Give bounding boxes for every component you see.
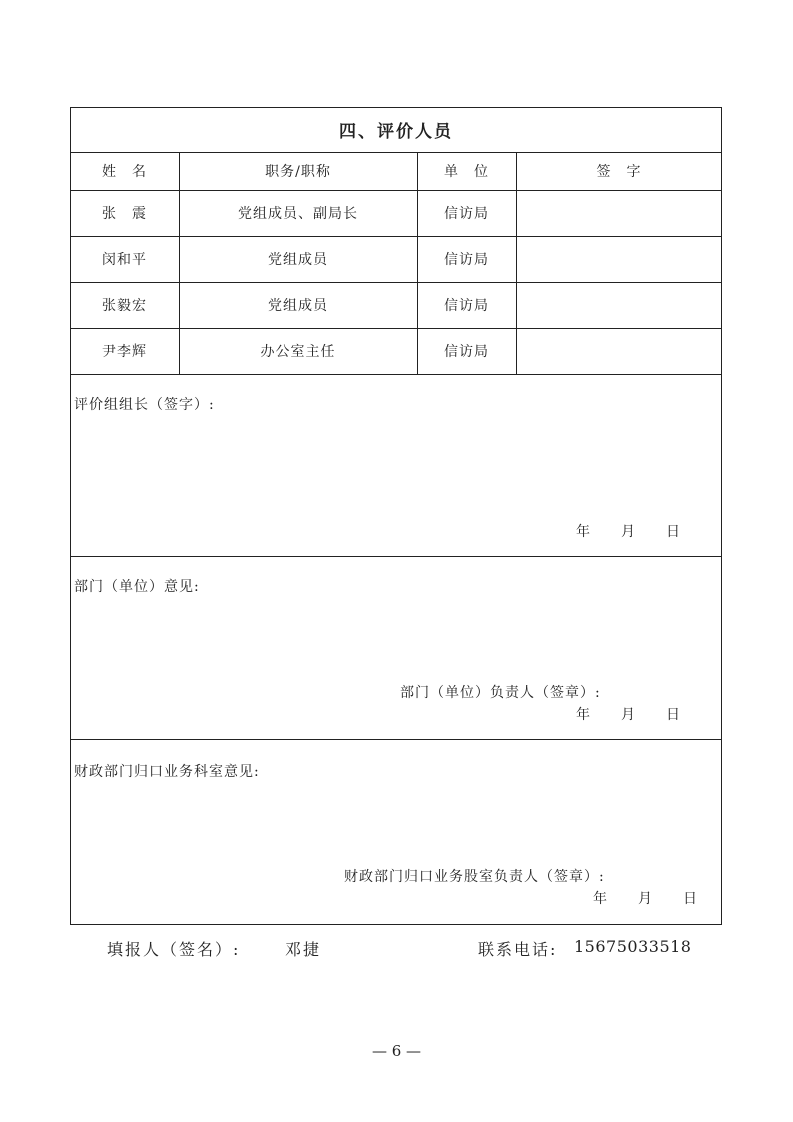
filler-label: 填报人（签名）: [107, 940, 241, 959]
section-rule [70, 556, 722, 557]
page-number: — 6 — [371, 1042, 422, 1060]
leader-date: 年 月 日 [576, 524, 681, 540]
phone-label: 联系电话: [478, 940, 558, 959]
row-title: 党组成员、副局长 [238, 206, 358, 222]
leader-signature-label: 评价组组长（签字）: [74, 397, 215, 413]
header-signature: 签 字 [596, 164, 642, 180]
section-rule [70, 739, 722, 740]
row-unit: 信访局 [444, 344, 489, 360]
table-rule [70, 374, 722, 375]
finance-sign-label: 财政部门归口业务股室负责人（签章）: [344, 869, 605, 885]
finance-opinion-label: 财政部门归口业务科室意见: [74, 764, 260, 780]
dept-date: 年 月 日 [576, 707, 681, 723]
header-title: 职务/职称 [265, 164, 331, 180]
dept-sign-label: 部门（单位）负责人（签章）: [400, 685, 601, 701]
row-unit: 信访局 [444, 298, 489, 314]
phone-number: 15675033518 [574, 937, 692, 956]
row-unit: 信访局 [444, 252, 489, 268]
row-name: 张毅宏 [102, 298, 147, 314]
section-title: 四、评价人员 [339, 122, 453, 142]
row-signature-field[interactable] [516, 328, 722, 374]
row-title: 办公室主任 [260, 344, 336, 360]
dept-opinion-label: 部门（单位）意见: [74, 579, 200, 595]
header-unit: 单 位 [444, 164, 489, 180]
filler-name: 邓捷 [285, 940, 322, 959]
finance-date: 年 月 日 [593, 891, 698, 907]
row-name: 闵和平 [102, 252, 147, 268]
row-signature-field[interactable] [516, 282, 722, 328]
row-signature-field[interactable] [516, 190, 722, 236]
row-title: 党组成员 [268, 298, 328, 314]
header-name: 姓 名 [102, 164, 147, 180]
row-name: 尹李辉 [102, 344, 147, 360]
row-name: 张 震 [102, 206, 147, 222]
row-signature-field[interactable] [516, 236, 722, 282]
row-title: 党组成员 [268, 252, 328, 268]
row-unit: 信访局 [444, 206, 489, 222]
